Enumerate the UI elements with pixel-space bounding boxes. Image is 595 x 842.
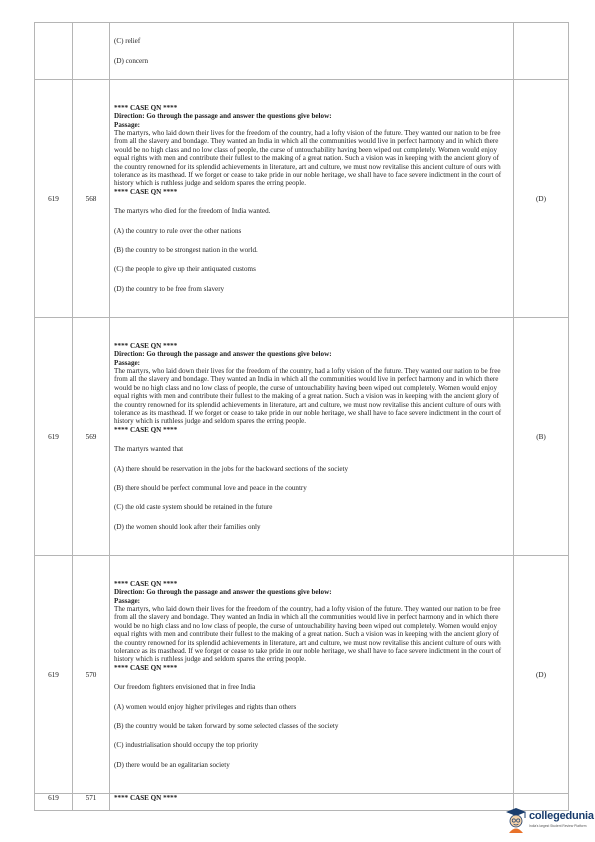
serial-cell: 619	[35, 556, 73, 794]
question-number-cell: 571	[73, 794, 110, 811]
question-cell	[110, 794, 514, 811]
question-cell	[110, 556, 514, 794]
table-row-question-569	[35, 318, 569, 556]
option-c: (C) relief	[114, 37, 141, 46]
case-header: **** CASE QN ****	[114, 579, 178, 588]
option-c: (C) the old caste system should be retained in the future	[114, 503, 273, 512]
question-sheet	[34, 22, 556, 811]
passage-label: Passage:	[114, 358, 141, 367]
table-row-question-570	[35, 556, 569, 794]
case-header: **** CASE QN ****	[114, 341, 178, 350]
question-cell	[110, 318, 514, 556]
question-number-cell	[73, 23, 110, 80]
question-table	[34, 22, 569, 811]
answer-cell	[514, 23, 569, 80]
direction-text: Direction: Go through the passage and answer the questions give below:	[114, 350, 332, 359]
option-d: (D) the women should look after their families only	[114, 522, 261, 531]
option-d: (D) concern	[114, 56, 149, 65]
question-cell	[110, 80, 514, 318]
table-row-partial-bottom	[35, 794, 569, 811]
passage-label: Passage:	[114, 120, 141, 129]
case-header: **** CASE QN ****	[114, 794, 178, 802]
option-b: (B) the country to be strongest nation in the world.	[114, 246, 258, 255]
option-b: (B) the country would be taken forward by some selected classes of the society	[114, 722, 339, 731]
serial-cell: 619	[35, 794, 73, 811]
option-b: (B) there should be perfect communal love and peace in the country	[114, 484, 307, 493]
direction-text: Direction: Go through the passage and answer the questions give below:	[114, 588, 332, 597]
option-a: (A) women would enjoy higher privileges and rights than others	[114, 702, 297, 711]
logo-brand-text: collegedunia	[529, 810, 594, 822]
option-a: (A) the country to rule over the other nations	[114, 226, 242, 235]
serial-cell	[35, 23, 73, 80]
case-header-end: **** CASE QN ****	[114, 663, 178, 672]
collegedunia-logo	[505, 805, 595, 839]
graduate-mascot-icon	[505, 807, 527, 833]
answer-cell: (D)	[514, 556, 569, 794]
case-header-end: **** CASE QN ****	[114, 425, 178, 434]
passage-text: The martyrs, who laid down their lives for the freedom of the country, had a lofty vision of the future. They wanted our nation to be free from all the slavery and bondage. They wanted an India in which all the communities would live in perfect harmony and in which there would be no high class and no low class of people, the curse of untouchability having been wiped out completely. Women would enjoy equal rights with men and contribute their fullest to the making of a great nation. Such a vision was in keeping with the ancient glory of the country renowned for its splendid achievements in literature, art and culture, we must now revitalise this ancient culture of ours with tolerance as its masthead. If we forget or cease to take pride in our noble heritage, we shall have to face severe indictment in the court of history which is ruthless judge and seldom spares the erring people.	[114, 366, 502, 426]
option-c: (C) industrialisation should occupy the top priority	[114, 741, 259, 750]
question-number-cell: 568	[73, 80, 110, 318]
question-text: Our freedom fighters envisioned that in free India	[114, 683, 256, 692]
question-cell	[110, 23, 514, 80]
answer-cell: (B)	[514, 318, 569, 556]
logo-tagline: India's largest Student Review Platform	[529, 824, 587, 828]
table-row-partial-top	[35, 23, 569, 80]
option-c: (C) the people to give up their antiquated customs	[114, 265, 256, 274]
question-number-cell: 569	[73, 318, 110, 556]
case-header: **** CASE QN ****	[114, 103, 178, 112]
passage-label: Passage:	[114, 596, 141, 605]
question-number-cell: 570	[73, 556, 110, 794]
direction-text: Direction: Go through the passage and answer the questions give below:	[114, 112, 332, 121]
option-d: (D) the country to be free from slavery	[114, 284, 225, 293]
table-row-question-568	[35, 80, 569, 318]
passage-text: The martyrs, who laid down their lives for the freedom of the country, had a lofty vision of the future. They wanted our nation to be free from all the slavery and bondage. They wanted an India in which all the communities would live in perfect harmony and in which there would be no high class and no low class of people, the curse of untouchability having been wiped out completely. Women would enjoy equal rights with men and contribute their fullest to the making of a great nation. Such a vision was in keeping with the ancient glory of the country renowned for its splendid achievements in literature, art and culture, we must now revitalise this ancient culture of ours with tolerance as its masthead. If we forget or cease to take pride in our noble heritage, we shall have to face severe indictment in the court of history which is ruthless judge and seldom spares the erring people.	[114, 128, 502, 188]
answer-cell: (D)	[514, 80, 569, 318]
serial-cell: 619	[35, 80, 73, 318]
case-header-end: **** CASE QN ****	[114, 187, 178, 196]
question-text: The martyrs who died for the freedom of India wanted.	[114, 207, 271, 216]
question-text: The martyrs wanted that	[114, 445, 184, 454]
option-a: (A) there should be reservation in the jobs for the backward sections of the society	[114, 464, 349, 473]
passage-text: The martyrs, who laid down their lives for the freedom of the country, had a lofty vision of the future. They wanted our nation to be free from all the slavery and bondage. They wanted an India in which all the communities would live in perfect harmony and in which there would be no high class and no low class of people, the curse of untouchability having been wiped out completely. Women would enjoy equal rights with men and contribute their fullest to the making of a great nation. Such a vision was in keeping with the ancient glory of the country renowned for its splendid achievements in literature, art and culture, we must now revitalise this ancient culture of ours with tolerance as its masthead. If we forget or cease to take pride in our noble heritage, we shall have to face severe indictment in the court of history which is ruthless judge and seldom spares the erring people.	[114, 604, 502, 664]
option-d: (D) there would be an egalitarian society	[114, 760, 230, 769]
serial-cell: 619	[35, 318, 73, 556]
